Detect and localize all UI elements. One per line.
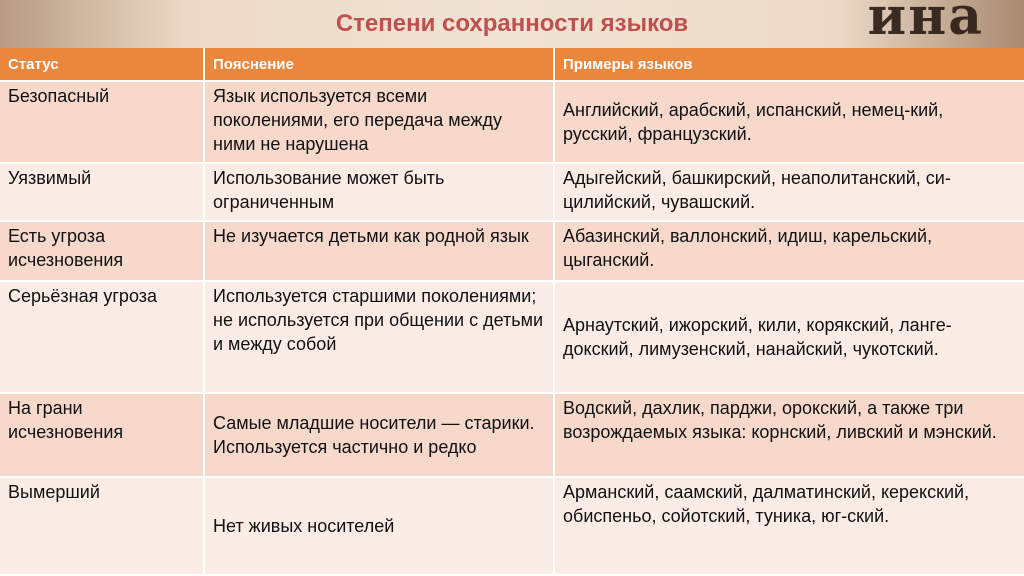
examples-cell: Адыгейский, башкирский, неаполитанский, си-цилийский, чувашский.: [554, 163, 1024, 221]
table-row: [0, 477, 1024, 575]
column-header-examples: Примеры языков: [554, 48, 1024, 81]
status-cell: Вымерший: [0, 477, 204, 575]
examples-cell: Арманский, саамский, далматинский, керекский, обиспеньо, сойотский, туника, юг-ский.: [554, 477, 1024, 575]
column-header-explanation: Пояснение: [204, 48, 554, 81]
table-row: [0, 281, 1024, 393]
status-cell: Уязвимый: [0, 163, 204, 221]
status-cell: Безопасный: [0, 81, 204, 163]
explanation-cell: Самые младшие носители — старики. Используется частично и редко: [204, 393, 554, 477]
examples-cell: Английский, арабский, испанский, немец-кий, русский, французский.: [554, 81, 1024, 163]
table-row: [0, 163, 1024, 221]
examples-cell: Водский, дахлик, парджи, орокский, а также три возрождаемых языка: корнский, ливский и мэнский.: [554, 393, 1024, 477]
table-row: [0, 81, 1024, 163]
page-title: Степени сохранности языков: [335, 10, 689, 37]
table-header-row: [0, 48, 1024, 81]
explanation-cell: Не изучается детьми как родной язык: [204, 221, 554, 281]
explanation-cell: Нет живых носителей: [204, 477, 554, 575]
examples-cell: Абазинский, валлонский, идиш, карельский, цыганский.: [554, 221, 1024, 281]
explanation-cell: Использование может быть ограниченным: [204, 163, 554, 221]
status-cell: Есть угроза исчезновения: [0, 221, 204, 281]
status-cell: Серьёзная угроза: [0, 281, 204, 393]
explanation-cell: Язык используется всеми поколениями, его передача между ними не нарушена: [204, 81, 554, 163]
examples-cell: Арнаутский, ижорский, кили, корякский, ланге-докский, лимузенский, нанайский, чукотский.: [554, 281, 1024, 393]
explanation-cell: Используется старшими поколениями; не используется при общении с детьми и между собой: [204, 281, 554, 393]
status-cell: На грани исчезновения: [0, 393, 204, 477]
column-header-status: Статус: [0, 48, 204, 81]
table-row: [0, 221, 1024, 281]
background-decoration: ина: [867, 0, 984, 47]
languages-table: [0, 48, 1024, 576]
table-row: [0, 393, 1024, 477]
